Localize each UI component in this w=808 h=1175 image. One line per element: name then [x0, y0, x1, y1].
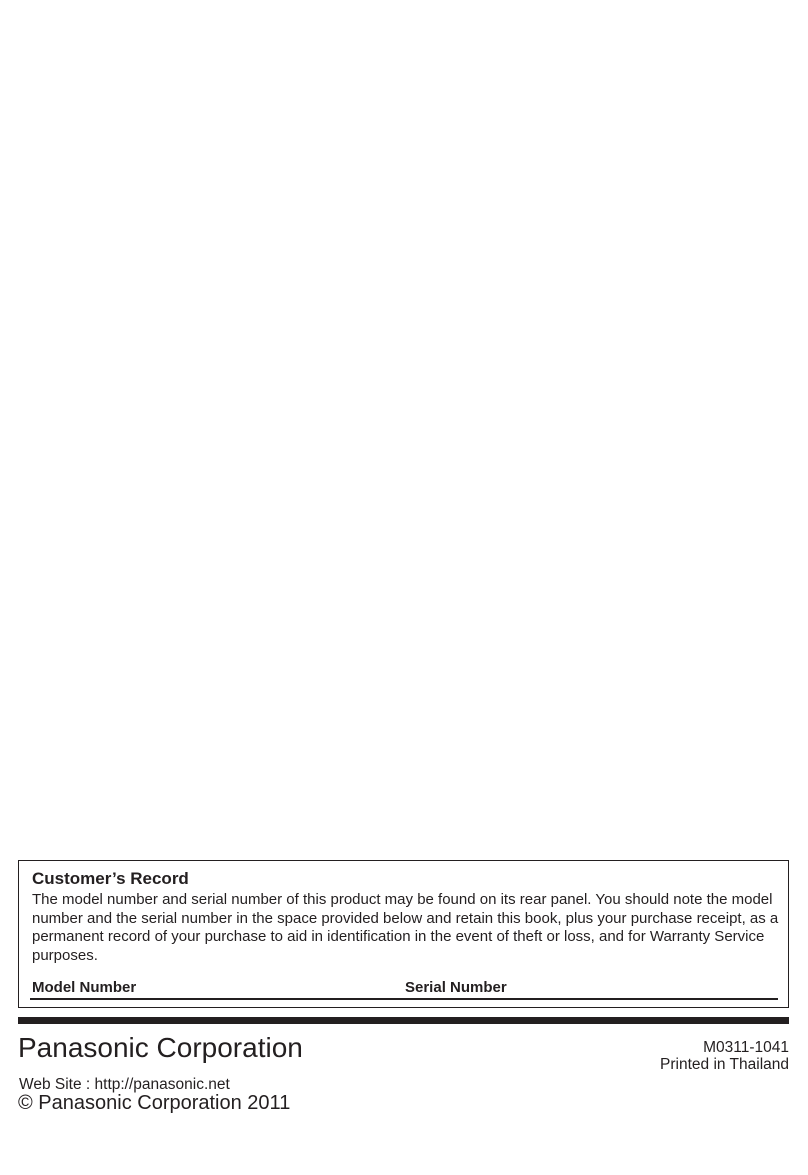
customers-record-box	[18, 860, 789, 1008]
model-number-label: Model Number	[32, 979, 137, 996]
website-text: Web Site : http://panasonic.net	[19, 1076, 230, 1093]
serial-number-label: Serial Number	[405, 979, 507, 996]
record-title: Customer’s Record	[32, 869, 189, 888]
record-entry-line	[30, 998, 778, 1000]
document-code: M0311-1041	[703, 1039, 789, 1056]
copyright-text: © Panasonic Corporation 2011	[18, 1092, 291, 1114]
brand-name: Panasonic Corporation	[18, 1032, 303, 1063]
printed-location: Printed in Thailand	[660, 1056, 789, 1073]
record-body-text: The model number and serial number of this product may be found on its rear panel. You should note the model number and the serial number in the space provided below and retain this book, plus your purchase receipt, as a permanent record of your purchase to aid in identification in the event of theft or loss, and for Warranty Service purposes.	[32, 891, 779, 964]
footer-divider	[18, 1017, 789, 1024]
